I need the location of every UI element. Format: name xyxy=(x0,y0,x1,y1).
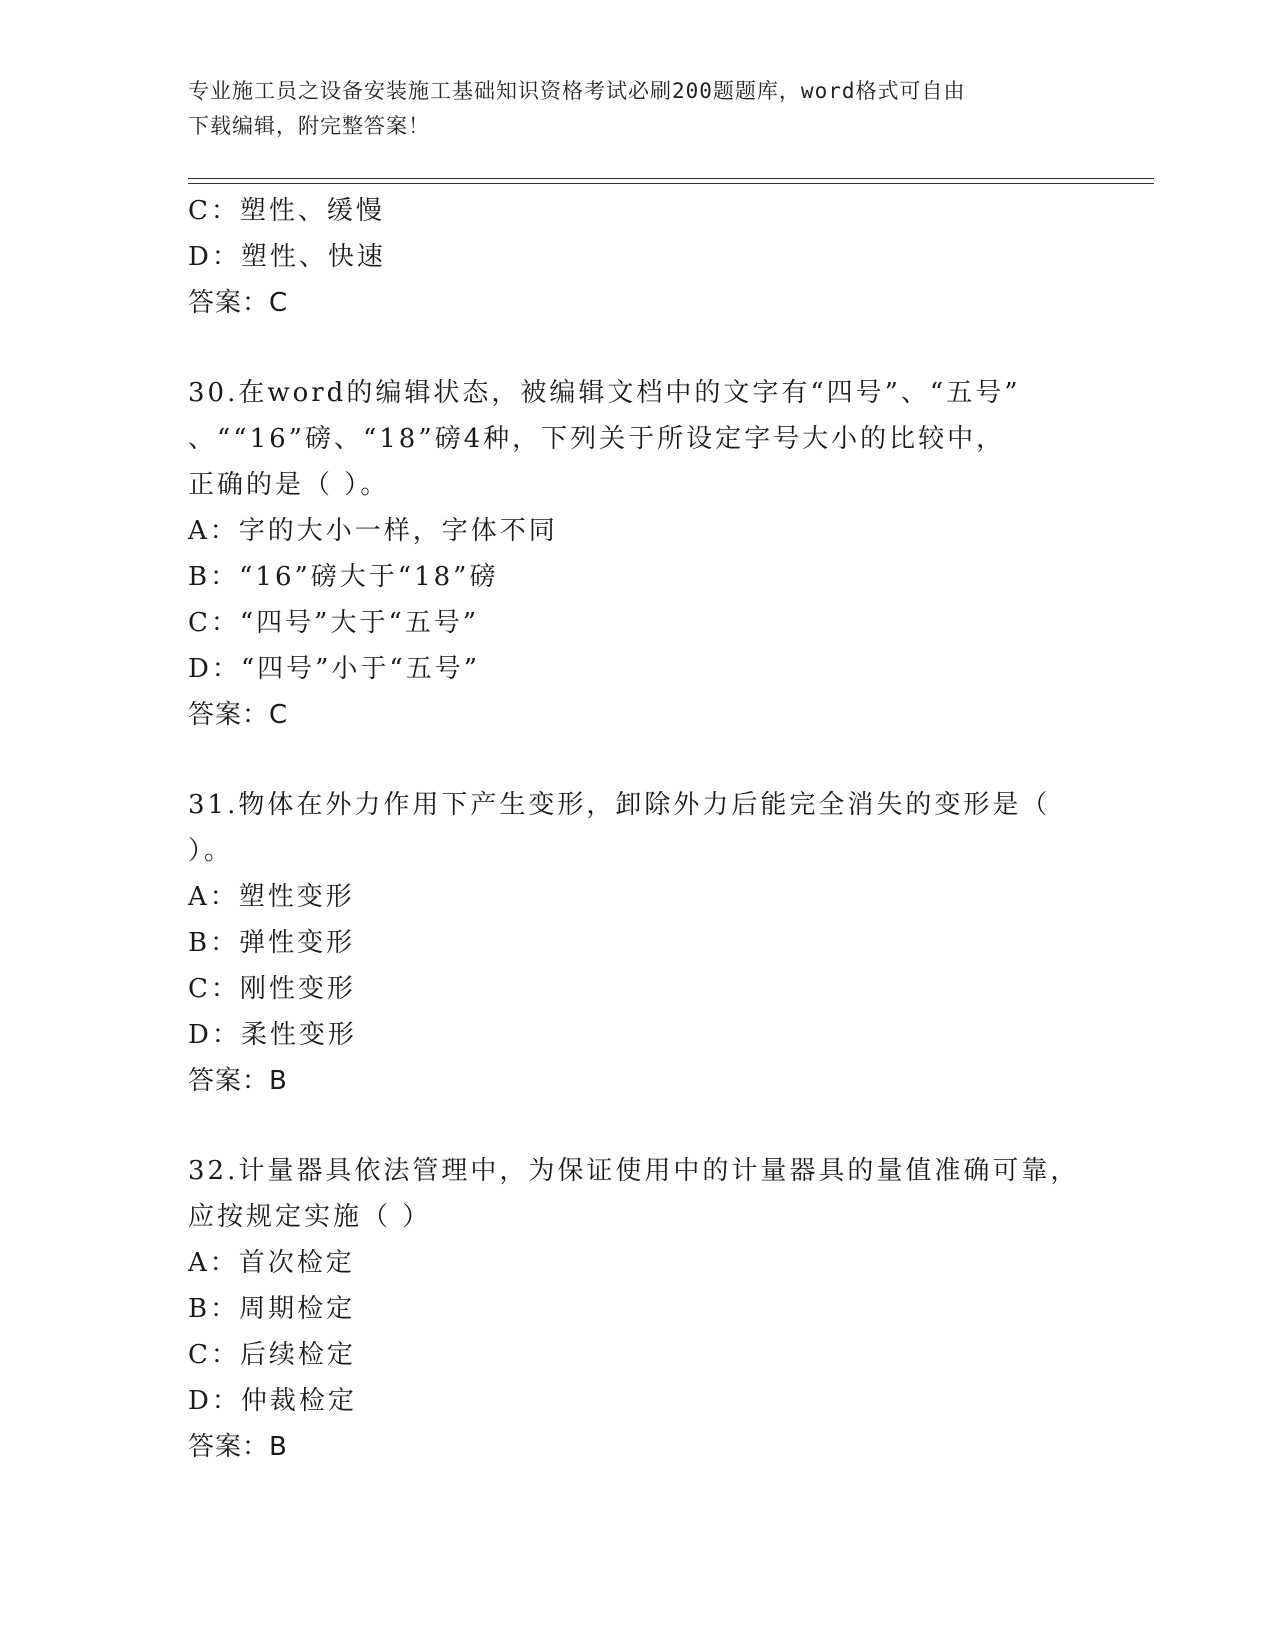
answer: 答案：C xyxy=(188,288,289,318)
option-a: A：首次检定 xyxy=(188,1248,355,1278)
header-divider-bottom xyxy=(188,183,1154,184)
question-31 xyxy=(188,782,1068,1104)
question-stem-line: 、““16”磅、“18”磅4种，下列关于所设定字号大小的比较中， xyxy=(188,424,1006,454)
option-b: B：弹性变形 xyxy=(188,928,356,958)
option-d: D：柔性变形 xyxy=(188,1020,357,1050)
answer: 答案：B xyxy=(188,1432,288,1462)
option-d: D：“四号”小于“五号” xyxy=(188,654,481,684)
option-a: A：字的大小一样，字体不同 xyxy=(188,516,558,546)
option-d: D：仲裁检定 xyxy=(188,1386,357,1416)
question-stem-line: 31.物体在外力作用下产生变形，卸除外力后能完全消失的变形是（ xyxy=(188,790,1051,820)
header-divider-top xyxy=(188,178,1154,179)
header-line-1: 专业施工员之设备安装施工基础知识资格考试必刷200题题库，word格式可自由 xyxy=(188,79,966,103)
answer: 答案：C xyxy=(188,700,289,730)
option-a: A：塑性变形 xyxy=(188,882,355,912)
question-stem-line: 应按规定实施（ ） xyxy=(188,1202,432,1232)
option-c: C：“四号”大于“五号” xyxy=(188,608,480,638)
answer: 答案：B xyxy=(188,1066,288,1096)
document-header xyxy=(188,74,1068,144)
option-d: D：塑性、快速 xyxy=(188,242,386,272)
question-29-continued xyxy=(188,188,1068,326)
question-stem-line: 30.在word的编辑状态，被编辑文档中的文字有“四号”、“五号” xyxy=(188,378,1021,408)
question-30 xyxy=(188,370,1068,738)
spacer xyxy=(188,738,1068,782)
question-stem-line: ）。 xyxy=(188,836,234,866)
option-b: B：“16”磅大于“18”磅 xyxy=(188,562,499,592)
spacer xyxy=(188,326,1068,370)
option-b: B：周期检定 xyxy=(188,1294,356,1324)
header-line-2: 下载编辑，附完整答案！ xyxy=(188,114,430,138)
option-c: C：塑性、缓慢 xyxy=(188,196,385,226)
spacer xyxy=(188,1104,1068,1148)
question-32 xyxy=(188,1148,1080,1470)
option-c: C：刚性变形 xyxy=(188,974,356,1004)
document-body xyxy=(188,188,1080,1470)
option-c: C：后续检定 xyxy=(188,1340,356,1370)
question-stem-line: 正确的是（ ）。 xyxy=(188,470,390,500)
question-stem-line: 32.计量器具依法管理中，为保证使用中的计量器具的量值准确可靠， xyxy=(188,1156,1080,1186)
